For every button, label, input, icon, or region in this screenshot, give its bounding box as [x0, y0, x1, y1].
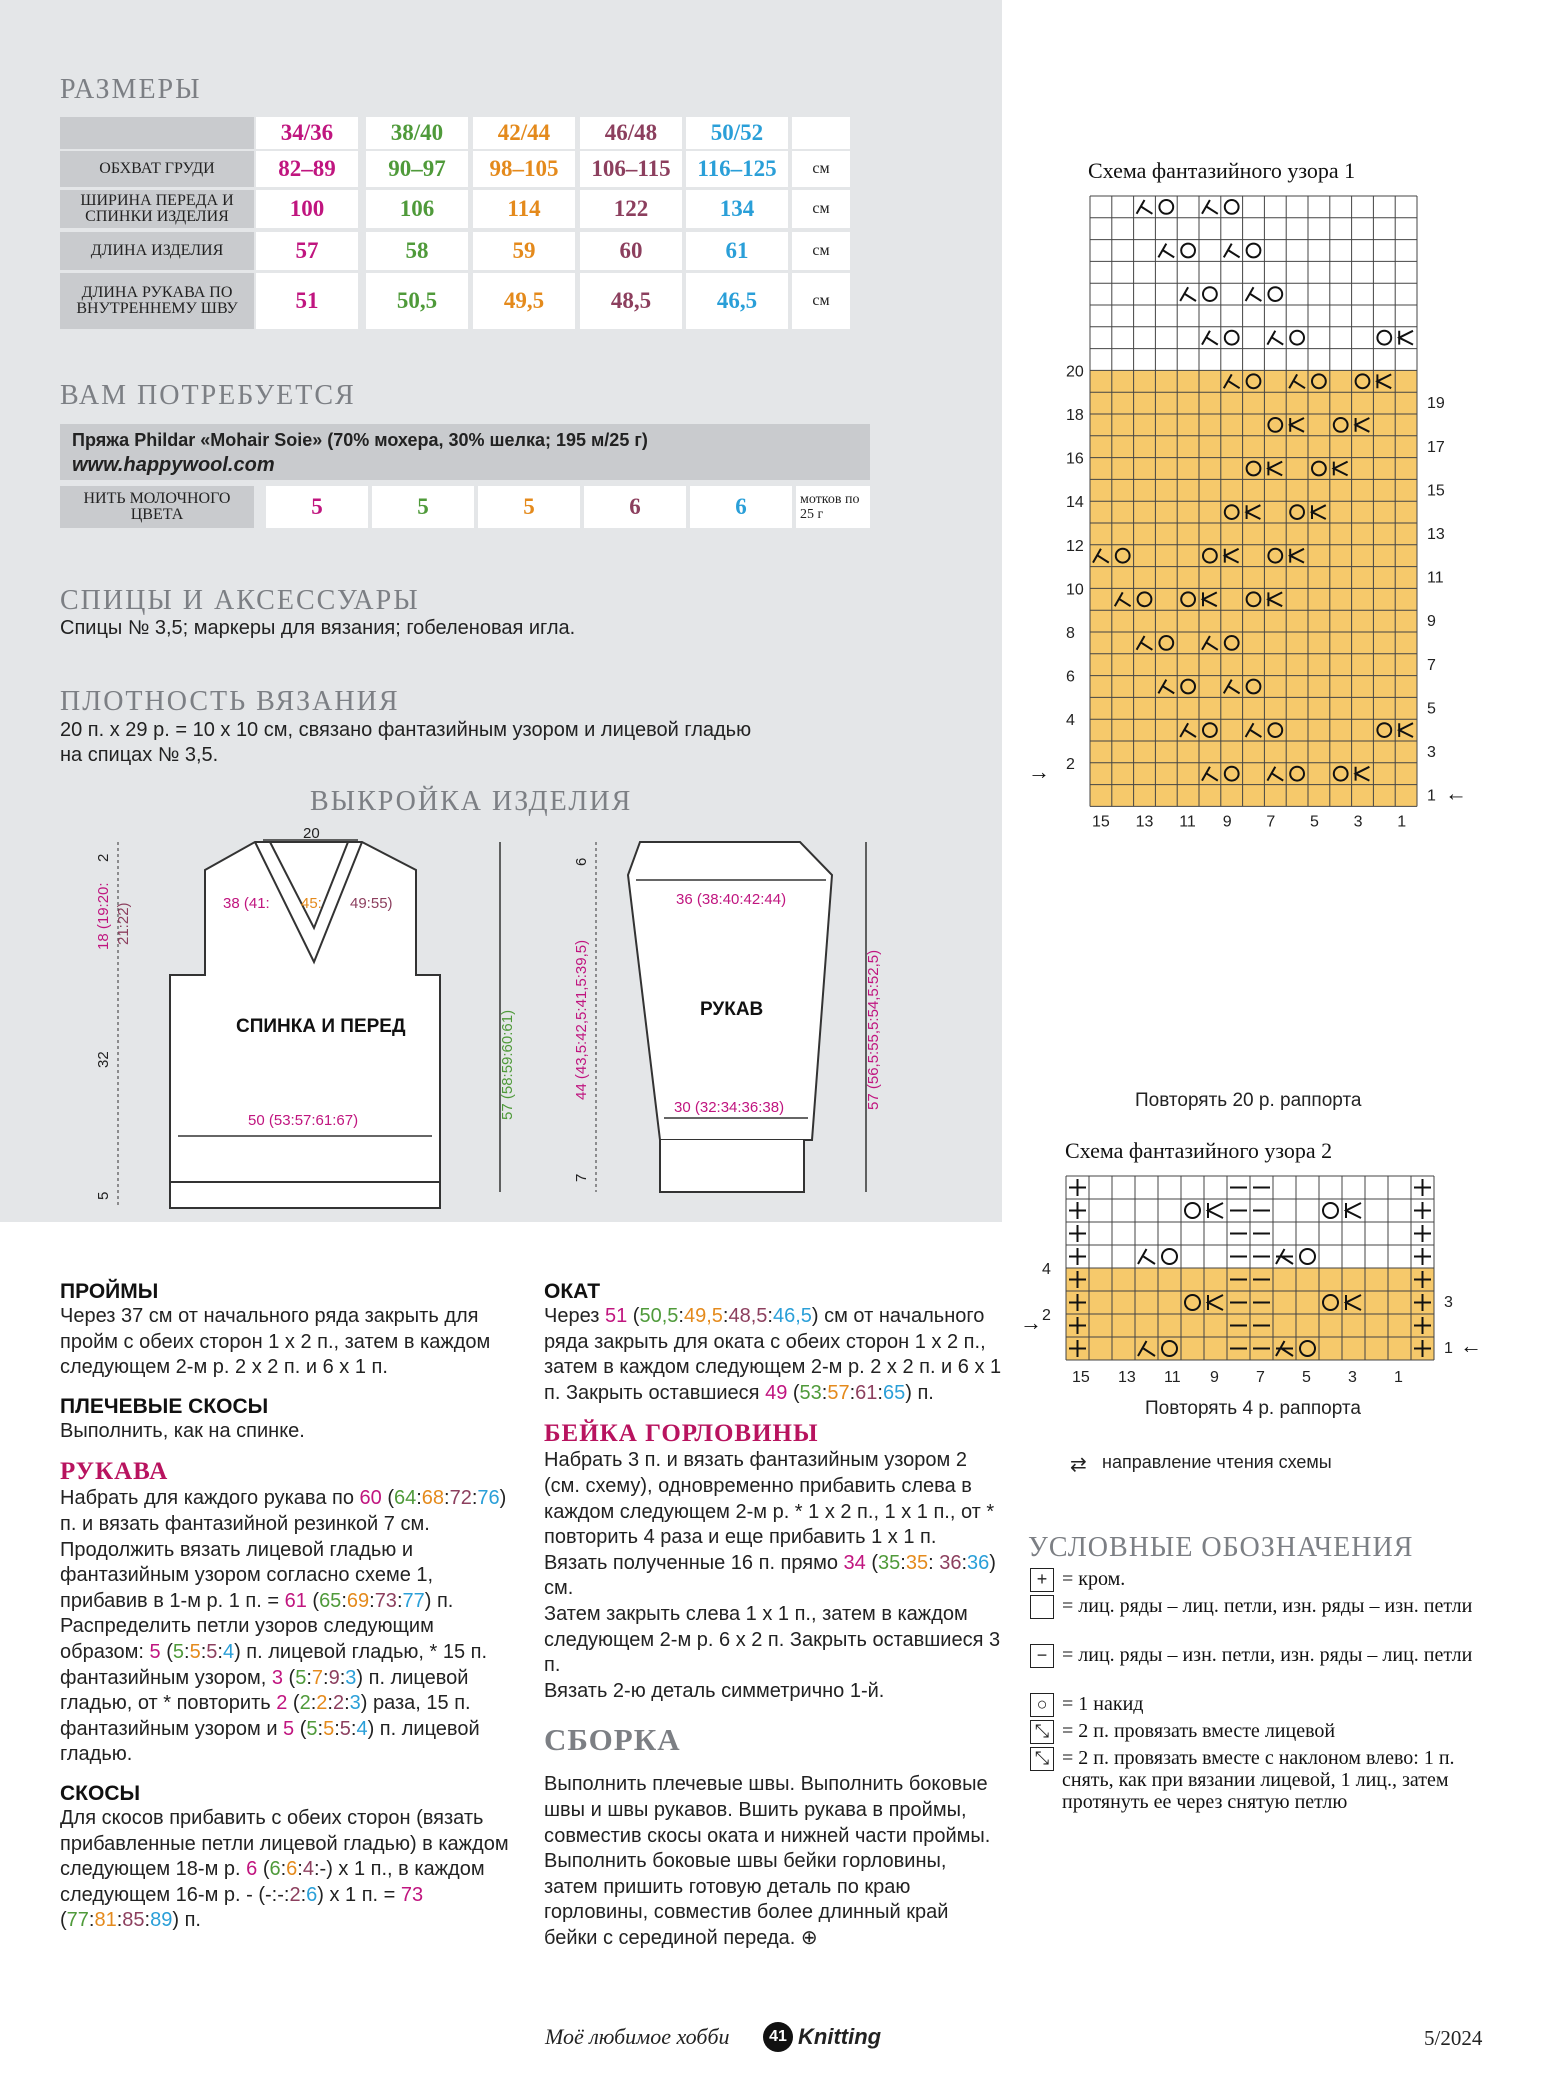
yarn-value: 5 [478, 486, 580, 528]
row-number-left: 4 [1042, 1261, 1051, 1278]
dim-side-18: 18 (19:20: [95, 882, 112, 950]
size-unit: см [792, 190, 850, 228]
row-number-right: 3 [1427, 744, 1436, 761]
col-number: 15 [1072, 1369, 1090, 1386]
footer-issue: 5/2024 [1424, 2026, 1483, 2050]
size-row-label: ДЛИНА РУКАВА ПО ВНУТРЕННЕМУ ШВУ [60, 273, 254, 329]
edge-stitch-symbol [1414, 1202, 1431, 1219]
yarn-over-symbol [1290, 331, 1304, 345]
yarn-over-symbol [1377, 331, 1391, 345]
legend-text: = 2 п. провязать вместе лицевой [1062, 1720, 1336, 1742]
legend-header: УСЛОВНЫЕ ОБОЗНАЧЕНИЯ [1028, 1532, 1414, 1563]
yarn-value: 6 [584, 486, 686, 528]
row-number-left: 12 [1066, 537, 1084, 555]
yarn-url[interactable]: www.happywool.com [72, 454, 275, 476]
col-number: 7 [1266, 813, 1276, 831]
chart1-caption: Повторять 20 р. раппорта [1135, 1090, 1362, 1111]
row-number-right: 5 [1427, 700, 1436, 718]
size-label-3: 46/48 [580, 117, 682, 149]
col-number: 11 [1179, 813, 1196, 831]
footer-page: 41 [763, 2022, 793, 2052]
decrease-left-symbol [1138, 1249, 1155, 1264]
size-value: 60 [580, 232, 682, 270]
ssk-icon: ⤡ [1030, 1747, 1054, 1771]
dim-top-20: 20 [303, 825, 320, 842]
size-value: 122 [580, 190, 682, 228]
gauge-text-2: на спицах № 3,5. [60, 744, 219, 766]
dim-sleeve-36: 36 (38:40:42:44) [676, 891, 787, 908]
sizes-unit-corner [792, 117, 850, 149]
sizes-corner [60, 117, 254, 149]
arrow-left-icon: ← [1445, 780, 1467, 806]
row-number-right: 15 [1427, 482, 1445, 500]
dim-side-5: 5 [95, 1191, 112, 1200]
row-number-right: 13 [1427, 526, 1445, 543]
legend-text: = лиц. ряды – лиц. петли, изн. ряды – изн. петли [1062, 1595, 1473, 1617]
left-column: ПРОЙМЫ Через 37 см от начального ряда закрыть для пройм с обеих сторон 1 x 2 п., затем в каждом следующем 2-м р. 2 x 2 п. и 6 x 1 п. ПЛЕЧЕВЫЕ СКОСЫ Выполнить, как на спинке. РУКАВА Набрать для каждого рукава по 60 (64:68:72:76) п. и вязать фантазийной резинкой 7 см. Продолжить вязать лицевой гладью и фантазийным узором согласно схеме 1, прибавив в 1-м р. 1 п. = 61 (65:69:73:77) п. Распределить петли узоров следующим образом: 5 (5:5:5:4) п. лицевой гладью, * 15 п. фантазийным узором, 3 (5:7:9:3) п. лицевой гладью, от * повторить 2 (2:2:2:3) раза, 15 п. фантазийным узором и 5 (5:5:5:4) п. лицевой гладью. СКОСЫ Для скосов прибавить с обеих сторон (вязать прибавленные петли лицевой гладью) в каждом следующем 18-м р. 6 (6:6:4:-) x 1 п., в каждом следующем 16-м р. - (-:-:2:6) x 1 п. = 73 (77:81:85:89) п. [60, 1280, 509, 1932]
size-label-4: 50/52 [686, 117, 788, 149]
arrow-left-icon: ← [1460, 1333, 1482, 1358]
row-number-right: 3 [1444, 1294, 1453, 1311]
chart1-grid [1010, 190, 1550, 1070]
row-number-right: 19 [1427, 395, 1445, 413]
size-row-label: ОБХВАТ ГРУДИ [60, 151, 254, 187]
col-number: 9 [1222, 813, 1232, 831]
legend-text: = 1 накид [1062, 1693, 1144, 1715]
yarn-over-symbol [1268, 287, 1282, 301]
size-label-2: 42/44 [473, 117, 575, 149]
row-number-right: 1 [1444, 1340, 1453, 1357]
size-value: 90–97 [366, 151, 468, 187]
footer-mag: Моё любимое хобби [545, 2024, 730, 2049]
size-unit: см [792, 273, 850, 329]
yarn-box [60, 424, 870, 480]
legend-text: = 2 п. провязать вместе с наклоном влево: 1 п. снять, как при вязании лицевой, 1 лиц., затем протянуть ее через снятую петлю [1062, 1747, 1455, 1813]
row-number-right: 11 [1427, 569, 1444, 587]
size-row-label: ШИРИНА ПЕРЕДА И СПИНКИ ИЗДЕЛИЯ [60, 190, 254, 228]
size-value: 46,5 [686, 273, 788, 329]
chart2-caption: Повторять 4 р. раппорта [1145, 1398, 1361, 1419]
size-value: 106–115 [580, 151, 682, 187]
size-value: 57 [256, 232, 358, 270]
yarn-over-symbol [1185, 1203, 1200, 1218]
yarn-over-symbol [1247, 244, 1261, 258]
dim-length-57: 57 (58:59:60:61) [499, 1009, 516, 1120]
k2tog-icon: ⤡ [1030, 1720, 1054, 1744]
row-number-left: 18 [1066, 407, 1084, 424]
decrease-left-symbol [1137, 200, 1153, 214]
size-value: 100 [256, 190, 358, 228]
decrease-left-symbol [1180, 287, 1196, 301]
size-value: 59 [473, 232, 575, 270]
col-number: 1 [1394, 1369, 1403, 1386]
dim-sleeve-57: 57 (56,5:55,5:54,5:52,5) [865, 949, 882, 1110]
dim-sleeve-44: 44 (43,5:42,5:41,5:39,5) [573, 939, 590, 1100]
row-number-left: 2 [1066, 755, 1075, 773]
col-number: 13 [1135, 813, 1154, 831]
decrease-left-symbol [1202, 331, 1218, 345]
size-value: 61 [686, 232, 788, 270]
chart1-title: Схема фантазийного узора 1 [1088, 158, 1356, 183]
col-number: 1 [1397, 813, 1407, 831]
col-number: 5 [1310, 813, 1319, 831]
direction-arrows: ⇄ [1070, 1454, 1087, 1476]
yarn-value: 6 [690, 486, 792, 528]
sleeve-label: РУКАВ [700, 999, 764, 1020]
edge-stitch-symbol [1414, 1225, 1431, 1242]
dim-sleeve-6: 6 [573, 857, 590, 866]
row-number-left: 16 [1066, 450, 1084, 468]
k2tog-symbol [1346, 1203, 1361, 1218]
col-number: 3 [1348, 1369, 1357, 1386]
gauge-header: ПЛОТНОСТЬ ВЯЗАНИЯ [60, 686, 400, 717]
yarn-over-symbol [1225, 200, 1239, 214]
sizes-header: РАЗМЕРЫ [60, 74, 202, 105]
needles-text: Спицы № 3,5; маркеры для вязания; гобеленовая игла. [60, 617, 576, 639]
chart2-title: Схема фантазийного узора 2 [1065, 1138, 1333, 1163]
row-number-right: 17 [1427, 438, 1445, 456]
decrease-left-symbol [1224, 244, 1240, 258]
size-unit: см [792, 232, 850, 270]
yarn-label: НИТЬ МОЛОЧНОГО ЦВЕТА [60, 486, 254, 528]
col-number: 9 [1210, 1369, 1219, 1386]
body-label: СПИНКА И ПЕРЕД [236, 1016, 406, 1037]
needles-header: СПИЦЫ И АКСЕССУАРЫ [60, 585, 420, 616]
row-number-right: 1 [1427, 787, 1436, 805]
gauge-text-1: 20 п. х 29 р. = 10 х 10 см, связано фантазийным узором и лицевой гладью [60, 719, 752, 741]
need-header: ВАМ ПОТРЕБУЕТСЯ [60, 380, 356, 411]
yarn-over-symbol [1159, 200, 1173, 214]
dim-sleeve-7: 7 [573, 1173, 590, 1182]
col-number: 3 [1353, 813, 1363, 831]
k2tog-symbol [1208, 1203, 1223, 1218]
row-number-left: 8 [1066, 625, 1075, 642]
yarn-value: 5 [372, 486, 474, 528]
row-number-right: 7 [1427, 656, 1436, 674]
size-value: 82–89 [256, 151, 358, 187]
size-label-0: 34/36 [256, 117, 358, 149]
chart2-grid [1010, 1168, 1550, 1388]
arrow-right-icon: → [1028, 758, 1050, 784]
dim-neck-49: 49:55) [350, 895, 393, 912]
edge-stitch-symbol [1069, 1248, 1086, 1265]
edge-stitch-symbol [1069, 1225, 1086, 1242]
edge-stitch-icon: + [1030, 1568, 1054, 1592]
k2tog-symbol [1399, 331, 1413, 345]
dim-neck-38: 38 (41: [223, 895, 270, 912]
decrease-left-symbol [1158, 244, 1174, 258]
yarn-value: 5 [266, 486, 368, 528]
size-value: 116–125 [686, 151, 788, 187]
dim-side-32: 32 [95, 1051, 112, 1068]
decrease-left-symbol [1267, 331, 1283, 345]
size-value: 51 [256, 273, 358, 329]
edge-stitch-symbol [1414, 1248, 1431, 1265]
size-value: 98–105 [473, 151, 575, 187]
legend-text: = лиц. ряды – изн. петли, изн. ряды – лиц. петли [1062, 1644, 1473, 1666]
row-number-right: 9 [1427, 613, 1436, 631]
legend-text: = кром. [1062, 1568, 1126, 1590]
yarn-over-icon: ○ [1030, 1693, 1054, 1717]
dim-width-50: 50 (53:57:61:67) [248, 1112, 359, 1129]
size-value: 50,5 [366, 273, 468, 329]
yarn-over-symbol [1203, 287, 1217, 301]
dim-neck-2: 2 [95, 853, 112, 862]
row-number-left: 2 [1042, 1307, 1051, 1324]
yarn-over-symbol [1162, 1249, 1177, 1264]
size-unit: см [792, 151, 850, 187]
dim-side-21: 21:22) [115, 902, 132, 945]
direction-text: направление чтения схемы [1102, 1452, 1332, 1472]
size-label-1: 38/40 [366, 117, 468, 149]
arrow-right-icon: → [1020, 1310, 1042, 1335]
row-number-left: 10 [1066, 581, 1084, 599]
footer-section: Knitting [798, 2024, 882, 2049]
decrease-left-symbol [1246, 287, 1262, 301]
edge-stitch-symbol [1069, 1179, 1086, 1196]
row-number-left: 20 [1066, 363, 1084, 381]
dim-sleeve-30: 30 (32:34:36:38) [674, 1099, 785, 1116]
sleeve-outline [628, 842, 832, 1140]
size-value: 114 [473, 190, 575, 228]
col-number: 15 [1092, 813, 1110, 831]
purl-icon: − [1030, 1644, 1054, 1668]
size-value: 58 [366, 232, 468, 270]
knit-icon [1030, 1595, 1054, 1619]
size-value: 106 [366, 190, 468, 228]
pattern-header: ВЫКРОЙКА ИЗДЕЛИЯ [310, 786, 633, 817]
yarn-over-symbol [1225, 331, 1239, 345]
yarn-over-symbol [1181, 244, 1195, 258]
col-number: 13 [1118, 1369, 1136, 1386]
edge-stitch-symbol [1069, 1202, 1086, 1219]
middle-column: ОКАТ Через 51 (50,5:49,5:48,5:46,5) см от начального ряда закрыть для оката с обеих сторон 1 x 2 п., затем в каждом следующем 2-м р. 2 x 2 п. и 6 x 1 п. Закрыть оставшиеся 49 (53:57:61:65) п. БЕЙКА ГОРЛОВИНЫ Набрать 3 п. и вязать фантазийным узором 2 (см. схему), одновременно прибавить слева в каждом следующем 2-м р. * 1 x 2 п., 1 x 1 п., от * повторить 4 раза и еще прибавить 1 x 1 п. Вязать полученные 16 п. прямо 34 (35:35: 36:36) см. Затем закрыть слева 1 x 1 п., затем в каждом следующем 2-м р. 6 x 2 п. Закрыть оставшиеся 3 п. Вязать 2-ю деталь симметрично 1-й. СБОРКА Выполнить плечевые швы. Выполнить боковые швы и швы рукавов. Вшить рукава в проймы, совместив скосы оката и нижней части проймы. Выполнить боковые швы бейки горловины, затем пришить готовую деталь по краю горловины, совместив более длинный край бейки с серединой переда. ⊕ [544, 1280, 1002, 1949]
pattern-diagram [0, 820, 1000, 1220]
col-number: 5 [1302, 1369, 1311, 1386]
yarn-over-symbol [1300, 1249, 1315, 1264]
size-row-label: ДЛИНА ИЗДЕЛИЯ [60, 232, 254, 270]
row-number-left: 4 [1066, 712, 1075, 730]
row-number-left: 6 [1066, 668, 1075, 686]
yarn-unit: мотков по 25 г [796, 486, 870, 528]
size-value: 48,5 [580, 273, 682, 329]
row-number-left: 14 [1066, 494, 1084, 512]
yarn-description: Пряжа Phildar «Mohair Soie» (70% мохера, 30% шелка; 195 м/25 г) [72, 430, 648, 450]
size-value: 134 [686, 190, 788, 228]
size-value: 49,5 [473, 273, 575, 329]
edge-stitch-symbol [1414, 1179, 1431, 1196]
dim-neck-45: 45: [301, 895, 322, 912]
yarn-over-symbol [1323, 1203, 1338, 1218]
col-number: 7 [1256, 1369, 1265, 1386]
decrease-left-symbol [1202, 200, 1218, 214]
col-number: 11 [1164, 1369, 1181, 1386]
